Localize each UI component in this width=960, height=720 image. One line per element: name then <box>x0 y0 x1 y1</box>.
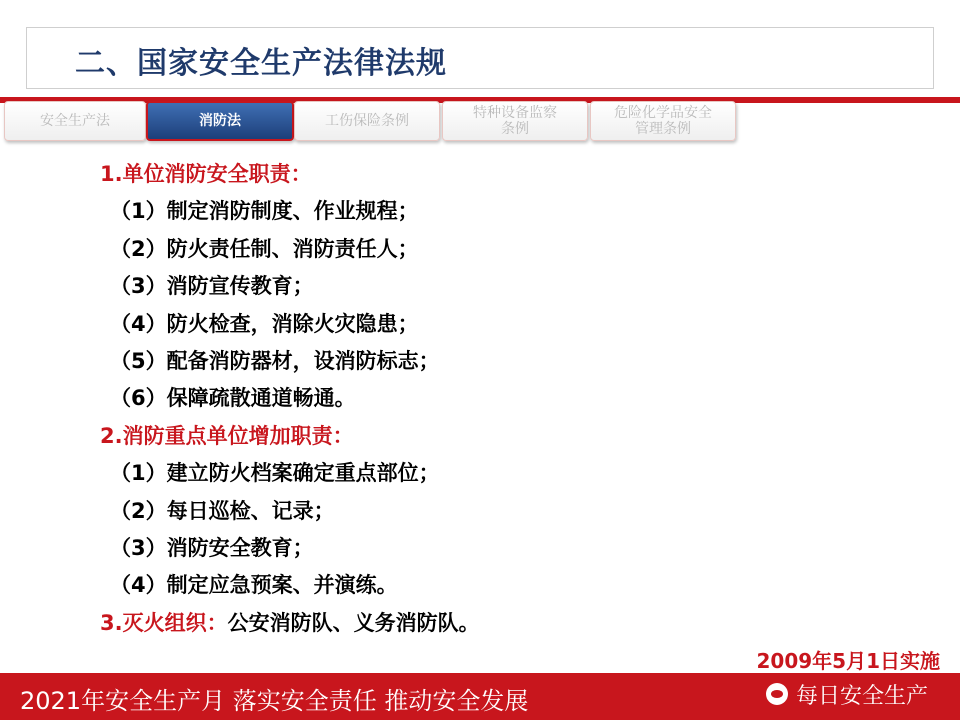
list-item: （1）建立防火档案确定重点部位； <box>110 461 440 486</box>
tab-label: 安全生产法 <box>40 113 110 129</box>
tab-safety-production-law[interactable] <box>4 101 146 141</box>
tab-fire-protection-law[interactable] <box>146 101 294 141</box>
tab-work-injury-insurance[interactable] <box>294 101 440 141</box>
list-item: （3）消防宣传教育； <box>110 274 314 299</box>
section-heading: 1.单位消防安全职责： <box>100 162 312 186</box>
account-name: 每日安全生产 <box>795 683 928 709</box>
tab-label: 工伤保险条例 <box>325 113 409 129</box>
list-item: （4）防火检查，消除火灾隐患； <box>110 311 419 336</box>
list-item: （1）制定消防制度、作业规程； <box>110 199 419 224</box>
list-item: （2）防火责任制、消防责任人； <box>110 236 419 261</box>
list-item: （6）保障疏散通道畅通。 <box>110 386 356 411</box>
section-heading <box>100 605 900 642</box>
wechat-icon <box>766 683 788 705</box>
footer-slogan: 2021年安全生产月 落实安全责任 推动安全发展 <box>20 687 529 715</box>
footer-bar <box>0 673 960 720</box>
tab-special-equipment[interactable] <box>442 101 588 141</box>
page-title: 二、国家安全生产法律法规 <box>75 46 447 81</box>
tab-label: 特种设备监察 条例 <box>473 105 557 137</box>
tab-label: 消防法 <box>199 113 241 129</box>
section-label: 3.灭火组织： <box>100 610 228 635</box>
content-area <box>100 156 900 642</box>
effective-date: 2009年5月1日实施 <box>756 649 940 673</box>
list-item: （5）配备消防器材，设消防标志； <box>110 348 440 373</box>
tab-bar <box>0 101 960 145</box>
title-box <box>26 27 934 89</box>
wechat-account <box>766 679 928 709</box>
tab-hazardous-chemicals[interactable] <box>590 101 736 141</box>
section-text: 公安消防队、义务消防队。 <box>227 610 480 635</box>
list-item: （2）每日巡检、记录； <box>110 498 335 523</box>
list-item: （3）消防安全教育； <box>110 535 314 560</box>
list-item: （4）制定应急预案、并演练。 <box>110 573 398 598</box>
section-heading: 2.消防重点单位增加职责： <box>100 423 354 448</box>
tab-label: 危险化学品安全 管理条例 <box>614 105 712 137</box>
